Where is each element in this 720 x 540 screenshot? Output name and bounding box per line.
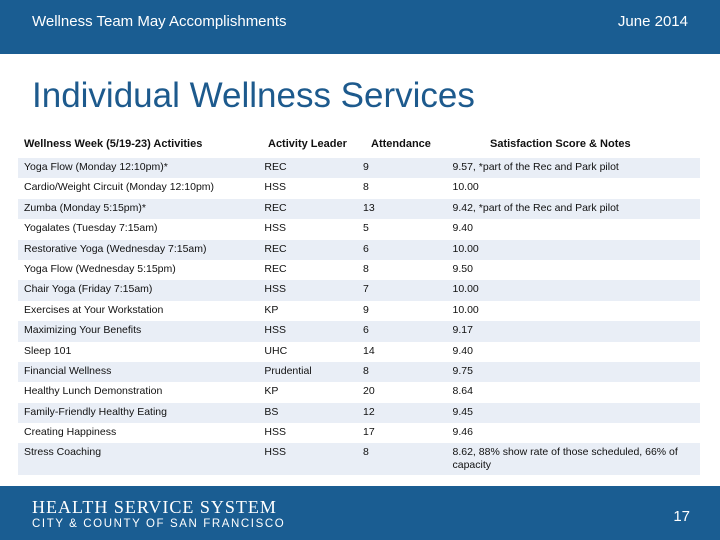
attendance-cell: 8 (357, 260, 447, 280)
notes-cell: 9.75 (447, 362, 701, 382)
attendance-cell: 6 (357, 321, 447, 341)
table-row (18, 362, 700, 382)
table-row (18, 382, 700, 402)
activity-cell: Restorative Yoga (Wednesday 7:15am) (18, 240, 258, 260)
column-header-leader: Activity Leader (268, 138, 347, 150)
footer-bar (0, 486, 720, 540)
notes-cell: 10.00 (447, 280, 701, 300)
table-row (18, 260, 700, 280)
table-row (18, 301, 700, 321)
leader-cell: HSS (258, 219, 357, 239)
column-header-satisfaction: Satisfaction Score & Notes (490, 138, 631, 150)
activity-cell: Cardio/Weight Circuit (Monday 12:10pm) (18, 178, 258, 198)
header-bar (0, 0, 720, 54)
table-row (18, 199, 700, 219)
leader-cell: REC (258, 260, 357, 280)
leader-cell: KP (258, 382, 357, 402)
logo-main-text: HEALTH SERVICE SYSTEM (32, 497, 277, 517)
header-date: June 2014 (617, 13, 688, 30)
activity-cell: Chair Yoga (Friday 7:15am) (18, 280, 258, 300)
activity-cell: Stress Coaching (18, 443, 258, 475)
attendance-cell: 13 (357, 199, 447, 219)
table-row (18, 321, 700, 341)
notes-cell: 9.57, *part of the Rec and Park pilot (447, 158, 701, 178)
activity-cell: Creating Happiness (18, 423, 258, 443)
notes-cell: 9.17 (447, 321, 701, 341)
activity-cell: Family-Friendly Healthy Eating (18, 403, 258, 423)
table-row (18, 280, 700, 300)
leader-cell: HSS (258, 280, 357, 300)
activity-cell: Yoga Flow (Monday 12:10pm)* (18, 158, 258, 178)
table-row (18, 423, 700, 443)
leader-cell: REC (258, 199, 357, 219)
table-row (18, 178, 700, 198)
attendance-cell: 8 (357, 178, 447, 198)
notes-cell: 10.00 (447, 240, 701, 260)
table-row (18, 240, 700, 260)
attendance-cell: 7 (357, 280, 447, 300)
notes-cell: 10.00 (447, 301, 701, 321)
leader-cell: KP (258, 301, 357, 321)
leader-cell: UHC (258, 342, 357, 362)
attendance-cell: 9 (357, 301, 447, 321)
notes-cell: 9.42, *part of the Rec and Park pilot (447, 199, 701, 219)
attendance-cell: 20 (357, 382, 447, 402)
attendance-cell: 8 (357, 362, 447, 382)
activities-table (18, 158, 700, 475)
table-row (18, 158, 700, 178)
activity-cell: Maximizing Your Benefits (18, 321, 258, 341)
column-header-activities: Wellness Week (5/19-23) Activities (24, 138, 203, 150)
notes-cell: 9.45 (447, 403, 701, 423)
table-row (18, 403, 700, 423)
activity-cell: Zumba (Monday 5:15pm)* (18, 199, 258, 219)
activity-cell: Exercises at Your Workstation (18, 301, 258, 321)
leader-cell: Prudential (258, 362, 357, 382)
leader-cell: BS (258, 403, 357, 423)
activity-cell: Financial Wellness (18, 362, 258, 382)
activity-cell: Yogalates (Tuesday 7:15am) (18, 219, 258, 239)
notes-cell: 8.64 (447, 382, 701, 402)
header-title: Wellness Team May Accomplishments (32, 13, 287, 30)
page-number: 17 (673, 508, 690, 525)
activity-cell: Sleep 101 (18, 342, 258, 362)
notes-cell: 9.50 (447, 260, 701, 280)
table-row (18, 342, 700, 362)
page-title: Individual Wellness Services (32, 76, 475, 115)
notes-cell: 9.40 (447, 342, 701, 362)
attendance-cell: 17 (357, 423, 447, 443)
notes-cell: 9.40 (447, 219, 701, 239)
leader-cell: HSS (258, 443, 357, 475)
column-header-attendance: Attendance (371, 138, 431, 150)
table-row (18, 443, 700, 475)
attendance-cell: 5 (357, 219, 447, 239)
attendance-cell: 12 (357, 403, 447, 423)
table-row (18, 219, 700, 239)
attendance-cell: 14 (357, 342, 447, 362)
attendance-cell: 8 (357, 443, 447, 475)
leader-cell: REC (258, 240, 357, 260)
leader-cell: HSS (258, 423, 357, 443)
notes-cell: 10.00 (447, 178, 701, 198)
logo-sub-text: CITY & COUNTY OF SAN FRANCISCO (32, 518, 286, 530)
hss-logo (32, 498, 285, 530)
activity-cell: Healthy Lunch Demonstration (18, 382, 258, 402)
leader-cell: REC (258, 158, 357, 178)
attendance-cell: 9 (357, 158, 447, 178)
attendance-cell: 6 (357, 240, 447, 260)
notes-cell: 9.46 (447, 423, 701, 443)
leader-cell: HSS (258, 321, 357, 341)
notes-cell: 8.62, 88% show rate of those scheduled, 66% of capacity (447, 443, 701, 475)
leader-cell: HSS (258, 178, 357, 198)
activity-cell: Yoga Flow (Wednesday 5:15pm) (18, 260, 258, 280)
